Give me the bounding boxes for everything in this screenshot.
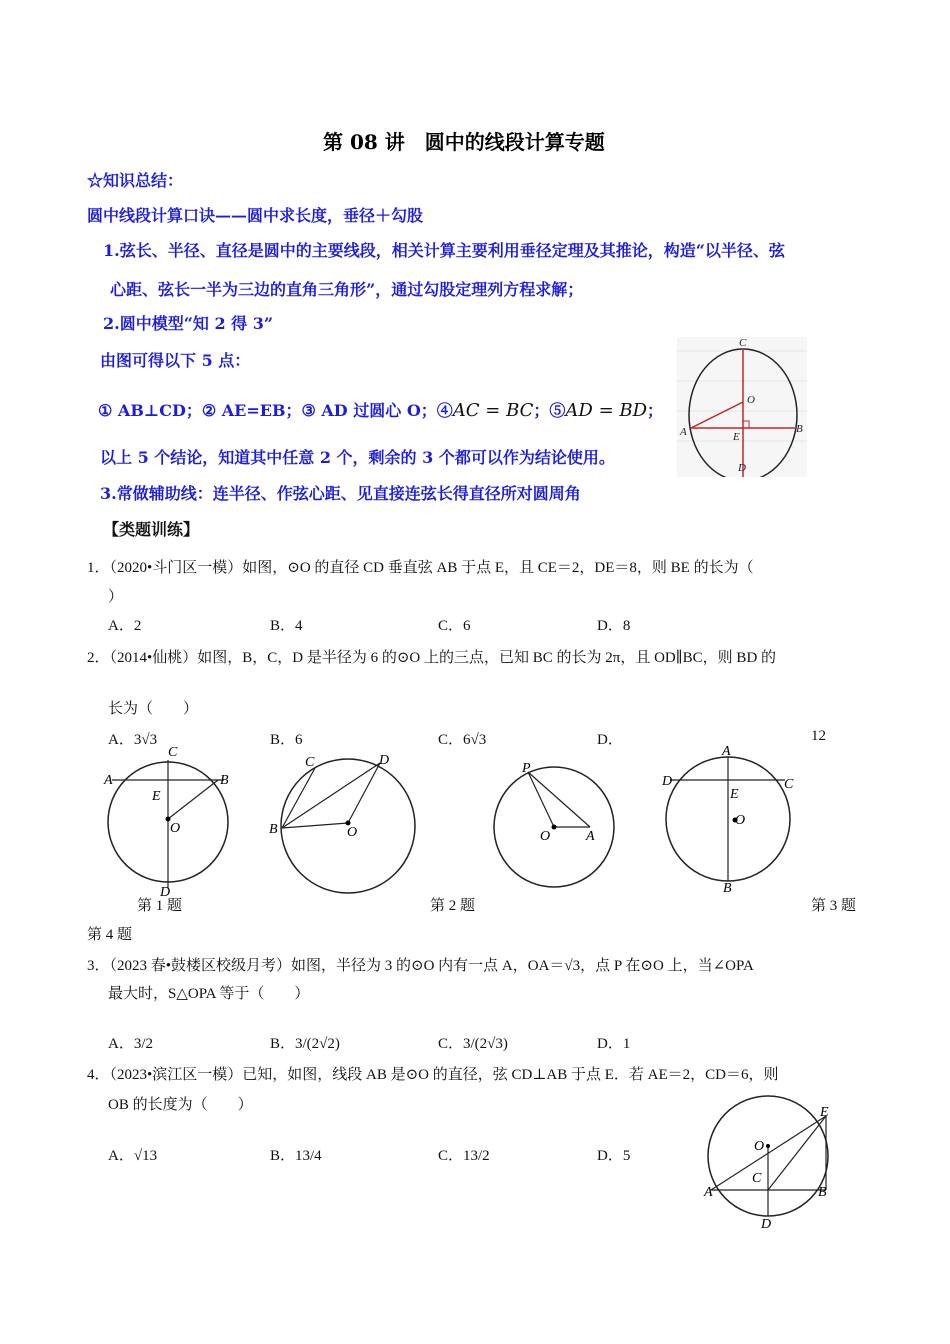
q1-option-d: D．8 [597, 618, 631, 634]
q2-option-d-value: 12 [811, 728, 826, 744]
q3-option-a: A．3/2 [108, 1036, 154, 1052]
q3-text-2: 最大时，S△OPA 等于（ ） [108, 986, 310, 1002]
point-1b: 心距、弦长一半为三边的直角三角形”，通过勾股定理列方程求解； [110, 280, 584, 299]
q1-text-2: ） [108, 589, 124, 605]
q4-option-a: A．√13 [108, 1148, 158, 1164]
separator: ；⑤ [533, 401, 566, 420]
q4-text-2: OB 的长度为（ ） [108, 1097, 253, 1113]
page-title: 第 08 讲 圆中的线段计算专题 [323, 130, 605, 154]
svg-text:A: A [586, 829, 595, 844]
svg-text:C: C [168, 745, 178, 760]
svg-text:D: D [738, 462, 746, 474]
svg-text:A: A [704, 1185, 713, 1200]
caption-3: 第 3 题 [811, 898, 857, 914]
svg-text:E: E [733, 431, 740, 443]
figure-4 [655, 742, 805, 896]
q2-option-b: B．6 [270, 732, 303, 748]
figure-q4 [700, 1090, 845, 1235]
svg-text:A: A [104, 773, 113, 788]
point-2: 2.圆中模型“知 2 得 3” [103, 314, 274, 333]
svg-text:A: A [722, 744, 731, 759]
caption-2: 第 2 题 [430, 898, 476, 914]
svg-text:C: C [752, 1171, 762, 1186]
caption-4: 第 4 题 [87, 927, 133, 943]
q2-option-a: A．3√3 [108, 732, 158, 748]
q2-text: 2．（2014•仙桃）如图，B，C，D 是半径为 6 的⊙O 上的三点，已知 BC 的长为 2π，且 OD∥BC，则 BD 的 [87, 650, 777, 666]
arc-equation-2: AD = BD [565, 400, 648, 421]
svg-text:P: P [522, 761, 531, 776]
five-points [98, 398, 663, 421]
summary-figure [677, 337, 807, 477]
q2-option-c: C．6√3 [438, 732, 487, 748]
svg-text:B: B [220, 773, 229, 788]
q4-option-c: C．13/2 [438, 1148, 490, 1164]
mnemonic: 圆中线段计算口诀——圆中求长度，垂径＋勾股 [87, 206, 424, 225]
svg-text:C: C [739, 337, 747, 349]
svg-text:B: B [818, 1185, 827, 1200]
q4-option-d: D．5 [597, 1148, 631, 1164]
q1-text: 1．（2020•斗门区一模）如图，⊙O 的直径 CD 垂直弦 AB 于点 E，且 CE＝2，DE＝8，则 BE 的长为（ [87, 560, 754, 576]
point-1a: 1.弦长、半径、直径是圆中的主要线段，相关计算主要利用垂径定理及其推论，构造“以半径、弦 [103, 241, 785, 260]
svg-text:D: D [160, 885, 171, 898]
q1-option-b: B．4 [270, 618, 303, 634]
q1-option-c: C．6 [438, 618, 471, 634]
point-6: 3.常做辅助线：连半径、作弦心距、见直接连弦长得直径所对圆周角 [100, 484, 581, 503]
svg-text:C: C [784, 777, 794, 792]
point-5: 以上 5 个结论，知道其中任意 2 个，剩余的 3 个都可以作为结论使用。 [100, 448, 615, 467]
svg-text:O: O [540, 829, 551, 844]
svg-text:O: O [754, 1139, 765, 1154]
summary-heading: ☆知识总结： [87, 171, 184, 190]
q3-text: 3．（2023 春•鼓楼区校级月考）如图，半径为 3 的⊙O 内有一点 A，OA＝√3，点 P 在⊙O 上，当∠OPA [87, 958, 754, 974]
arc-equation-1: AC = BC [452, 400, 534, 421]
q4-text: 4．（2023•滨江区一模）已知，如图，线段 AB 是⊙O 的直径，弦 CD⊥AB 于点 E．若 AE＝2，CD＝6，则 [87, 1067, 779, 1083]
q2-option-d: D． [597, 732, 623, 748]
svg-text:O: O [735, 813, 746, 828]
svg-text:O: O [170, 821, 181, 836]
svg-text:O: O [747, 394, 755, 406]
svg-text:D: D [379, 753, 390, 768]
point-3: 由图可得以下 5 点： [100, 351, 251, 370]
q1-option-a: A．2 [108, 618, 142, 634]
q2-text-2: 长为（ ） [108, 701, 199, 717]
figure-3 [490, 760, 620, 890]
svg-text:C: C [305, 755, 315, 770]
caption-1: 第 1 题 [137, 898, 183, 914]
practice-heading: 【类题训练】 [103, 520, 200, 539]
figure-2 [265, 750, 425, 898]
q3-option-c: C．3/(2√3) [438, 1036, 508, 1052]
end-mark: ； [647, 401, 664, 420]
svg-text:B: B [796, 423, 803, 435]
svg-text:A: A [680, 426, 687, 438]
q3-option-b: B．3/(2√2) [270, 1036, 340, 1052]
q4-option-b: B．13/4 [270, 1148, 322, 1164]
svg-text:E: E [730, 787, 739, 802]
svg-text:B: B [269, 822, 278, 837]
points-text: ① AB⊥CD；② AE=EB；③ AD 过圆心 O；④ [98, 401, 453, 420]
figure-1 [100, 742, 240, 898]
svg-text:O: O [347, 825, 358, 840]
svg-text:B: B [723, 881, 732, 896]
svg-text:E: E [152, 789, 161, 804]
svg-text:D: D [662, 774, 673, 789]
svg-text:E: E [820, 1105, 829, 1120]
svg-text:D: D [761, 1217, 772, 1232]
q3-option-d: D．1 [597, 1036, 631, 1052]
